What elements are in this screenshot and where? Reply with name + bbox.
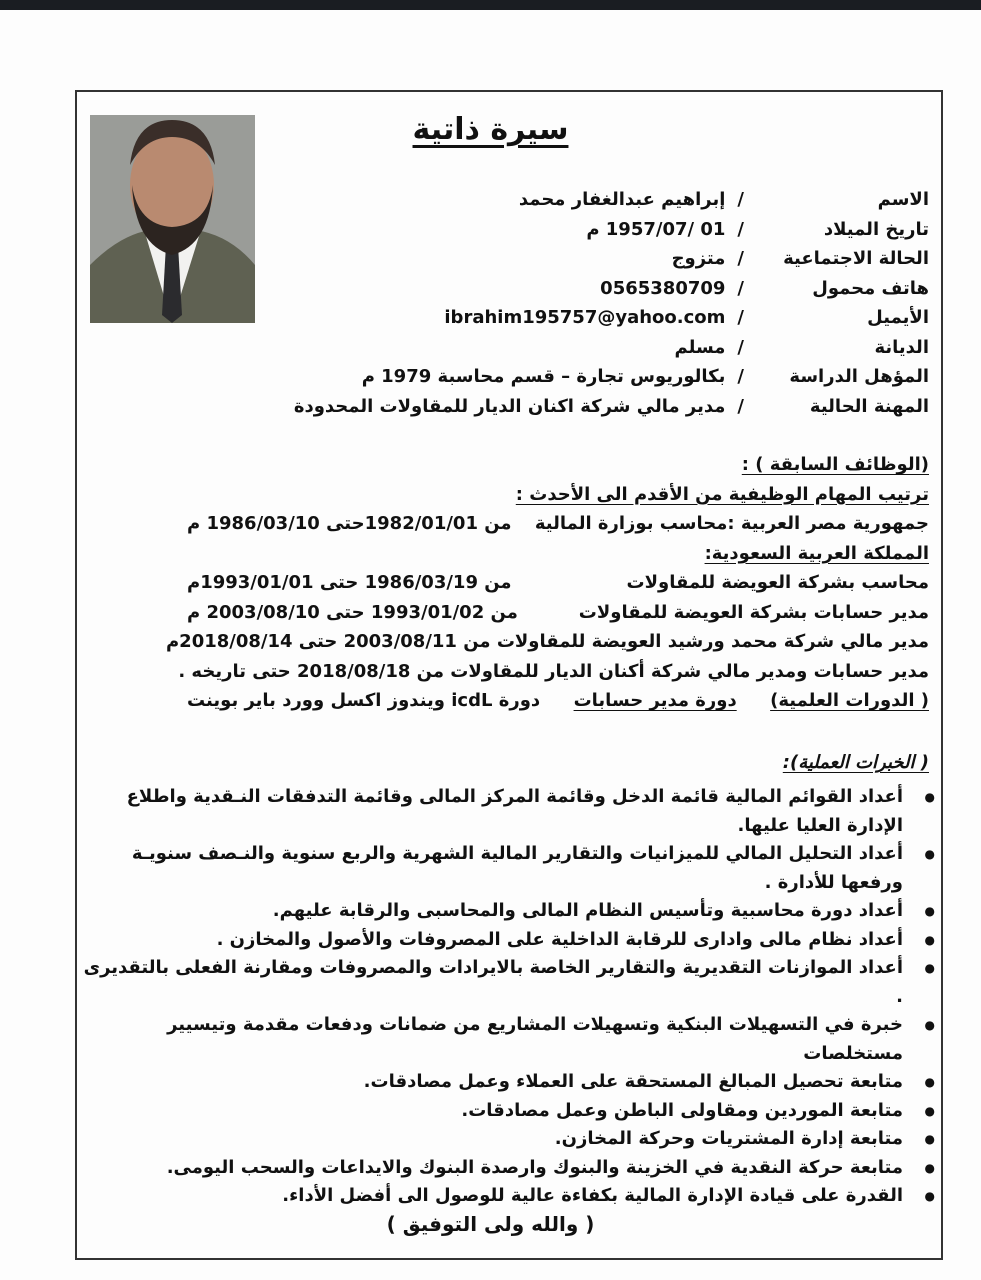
jobs-row bbox=[187, 542, 929, 572]
label-email: الأيميل bbox=[867, 307, 929, 328]
viewer-top-bar bbox=[0, 0, 981, 10]
course-item: دورة icdL ويندوز اكسل وورد باير بوينت bbox=[187, 690, 541, 711]
job-dates: من 1993/01/02 حتى 2003/08/10 م bbox=[187, 601, 518, 623]
bullet-icon: ● bbox=[924, 847, 935, 861]
job-dates: من 1986/03/19 حتى 1993/01/01م bbox=[187, 572, 512, 593]
label-name: الاسم bbox=[877, 189, 929, 210]
bullet-icon: ● bbox=[924, 932, 935, 947]
previous-jobs-section bbox=[165, 453, 929, 719]
list-item-text: متابعة تحصيل المبالغ المستحقة على العملاء وعمل مصادقات. bbox=[363, 1071, 903, 1092]
separator: / bbox=[737, 189, 744, 210]
value-current-job: مدير مالي شركة اكنان الديار للمقاولات المحدودة bbox=[293, 395, 726, 417]
list-item bbox=[83, 1011, 935, 1068]
list-item bbox=[83, 926, 935, 955]
value-name: إبراهيم عبدالغفار محمد bbox=[518, 189, 726, 210]
label-birthdate: تاريخ الميلاد bbox=[823, 218, 929, 240]
bullet-icon: ● bbox=[924, 1132, 935, 1146]
experience-list bbox=[83, 783, 935, 1211]
jobs-order-note: ترتيب المهام الوظيفية من الأقدم الى الأحدث : bbox=[515, 483, 929, 505]
bullet-icon: ● bbox=[924, 1075, 935, 1089]
info-row bbox=[289, 247, 929, 277]
list-item-text: أعداد الموازنات التقديرية والتقارير الخاصة بالايرادات والمصروفات ومقارنة الفعلى بالتقديرى . bbox=[83, 957, 903, 1007]
document-title-text: سيرة ذاتية bbox=[412, 112, 569, 147]
label-current-job: المهنة الحالية bbox=[809, 395, 929, 417]
list-item bbox=[83, 897, 935, 926]
job-role: مدير حسابات ومدير مالي شركة أكنان الديار للمقاولات من 2018/08/18 حتى تاريخه . bbox=[178, 660, 929, 682]
list-item-text: أعداد التحليل المالي للميزانيات والتقارير المالية الشهرية والربع سنوية والنـصف سنويـة ورفعها للأدارة . bbox=[131, 843, 903, 893]
personal-info bbox=[289, 188, 929, 424]
saudi-heading: المملكة العربية السعودية: bbox=[704, 542, 929, 564]
bullet-icon: ● bbox=[924, 961, 935, 975]
info-row bbox=[289, 188, 929, 218]
list-item bbox=[83, 1097, 935, 1126]
list-item bbox=[83, 954, 935, 1011]
bullet-icon: ● bbox=[924, 1018, 935, 1032]
jobs-row bbox=[178, 660, 929, 690]
value-email: ibrahim195757@yahoo.com bbox=[444, 307, 726, 328]
document-title bbox=[0, 112, 981, 147]
bullet-icon: ● bbox=[924, 790, 935, 804]
list-item bbox=[83, 1068, 935, 1097]
jobs-row bbox=[187, 601, 929, 631]
jobs-row bbox=[187, 512, 929, 542]
bullet-icon: ● bbox=[924, 1160, 935, 1175]
closing-phrase: ( والله ولى التوفيق ) bbox=[386, 1212, 595, 1236]
list-item-text: متابعة حركة النقدية في الخزينة والبنوك وارصدة البنوك والايداعات والسحب اليومى. bbox=[166, 1156, 903, 1178]
info-row bbox=[289, 306, 929, 336]
separator: / bbox=[737, 218, 744, 240]
list-item-text: أعداد نظام مالى وادارى للرقابة الداخلية على المصروفات والأصول والمخازن . bbox=[216, 928, 903, 950]
list-item-text: متابعة إدارة المشتريات وحركة المخازن. bbox=[554, 1128, 903, 1149]
courses-row bbox=[187, 689, 929, 719]
info-row bbox=[289, 395, 929, 425]
label-mobile: هاتف محمول bbox=[812, 277, 929, 299]
list-item-text: أعداد دورة محاسبية وتأسيس النظام المالى والمحاسبى والرقابة عليهم. bbox=[272, 900, 903, 921]
list-item-text: خبرة في التسهيلات البنكية وتسهيلات المشاريع من ضمانات ودفعات مقدمة وتيسيير مستخلصات bbox=[167, 1014, 903, 1064]
courses-heading: ( الدورات العلمية) bbox=[770, 690, 929, 711]
list-item bbox=[83, 840, 935, 897]
list-item-text: متابعة الموردين ومقاولى الباطن وعمل مصادقات. bbox=[461, 1099, 903, 1121]
section-heading-previous-jobs: (الوظائف السابقة ) : bbox=[741, 454, 929, 475]
job-egypt-role: جمهورية مصر العربية :محاسب بوزارة المالية bbox=[534, 513, 929, 534]
section-heading-experience: ( الخبرات العملية): bbox=[782, 752, 929, 773]
job-egypt-dates: من 1982/01/01حتى 1986/03/10 م bbox=[187, 513, 512, 534]
value-mobile: 0565380709 bbox=[600, 277, 726, 299]
bullet-icon: ● bbox=[924, 1189, 935, 1203]
value-marital-status: متزوج bbox=[671, 248, 726, 269]
info-row bbox=[289, 365, 929, 395]
jobs-row bbox=[165, 630, 929, 660]
job-role: محاسب بشركة العويضة للمقاولات bbox=[626, 572, 929, 593]
course-item: دورة مدير حسابات bbox=[573, 690, 737, 711]
list-item bbox=[83, 1154, 935, 1183]
list-item-text: أعداد القوائم المالية قائمة الدخل وقائمة المركز المالى وقائمة التدفقات النـقدية واطلاع الإدارة العليا عليها. bbox=[126, 786, 903, 836]
value-education: بكالوريوس تجارة – قسم محاسبة 1979 م bbox=[361, 366, 726, 387]
list-item-text: القدرة على قيادة الإدارة المالية بكفاءة عالية للوصول الى أفضل الأداء. bbox=[282, 1185, 903, 1206]
job-role: مدير مالي شركة محمد ورشيد العويضة للمقاولات من 2003/08/11 حتى 2018/08/14م bbox=[165, 631, 929, 652]
separator: / bbox=[737, 395, 744, 417]
list-item bbox=[83, 1182, 935, 1211]
info-row bbox=[289, 218, 929, 248]
jobs-row bbox=[187, 571, 929, 601]
label-education: المؤهل الدراسة bbox=[789, 366, 929, 387]
bullet-icon: ● bbox=[924, 1103, 935, 1118]
job-role: مدير حسابات بشركة العويضة للمقاولات bbox=[578, 601, 929, 623]
label-marital-status: الحالة الاجتماعية bbox=[783, 248, 929, 269]
list-item bbox=[83, 1125, 935, 1154]
info-row bbox=[289, 277, 929, 307]
separator: / bbox=[737, 336, 744, 358]
separator: / bbox=[737, 277, 744, 299]
value-religion: مسلم bbox=[674, 336, 726, 358]
separator: / bbox=[737, 366, 744, 387]
value-birthdate: 01 /1957/07 م bbox=[586, 218, 726, 240]
jobs-row bbox=[187, 453, 929, 483]
list-item bbox=[83, 783, 935, 840]
label-religion: الديانة bbox=[874, 336, 929, 358]
separator: / bbox=[737, 307, 744, 328]
info-row bbox=[289, 336, 929, 366]
separator: / bbox=[737, 248, 744, 269]
bullet-icon: ● bbox=[924, 904, 935, 918]
jobs-row bbox=[187, 483, 929, 513]
